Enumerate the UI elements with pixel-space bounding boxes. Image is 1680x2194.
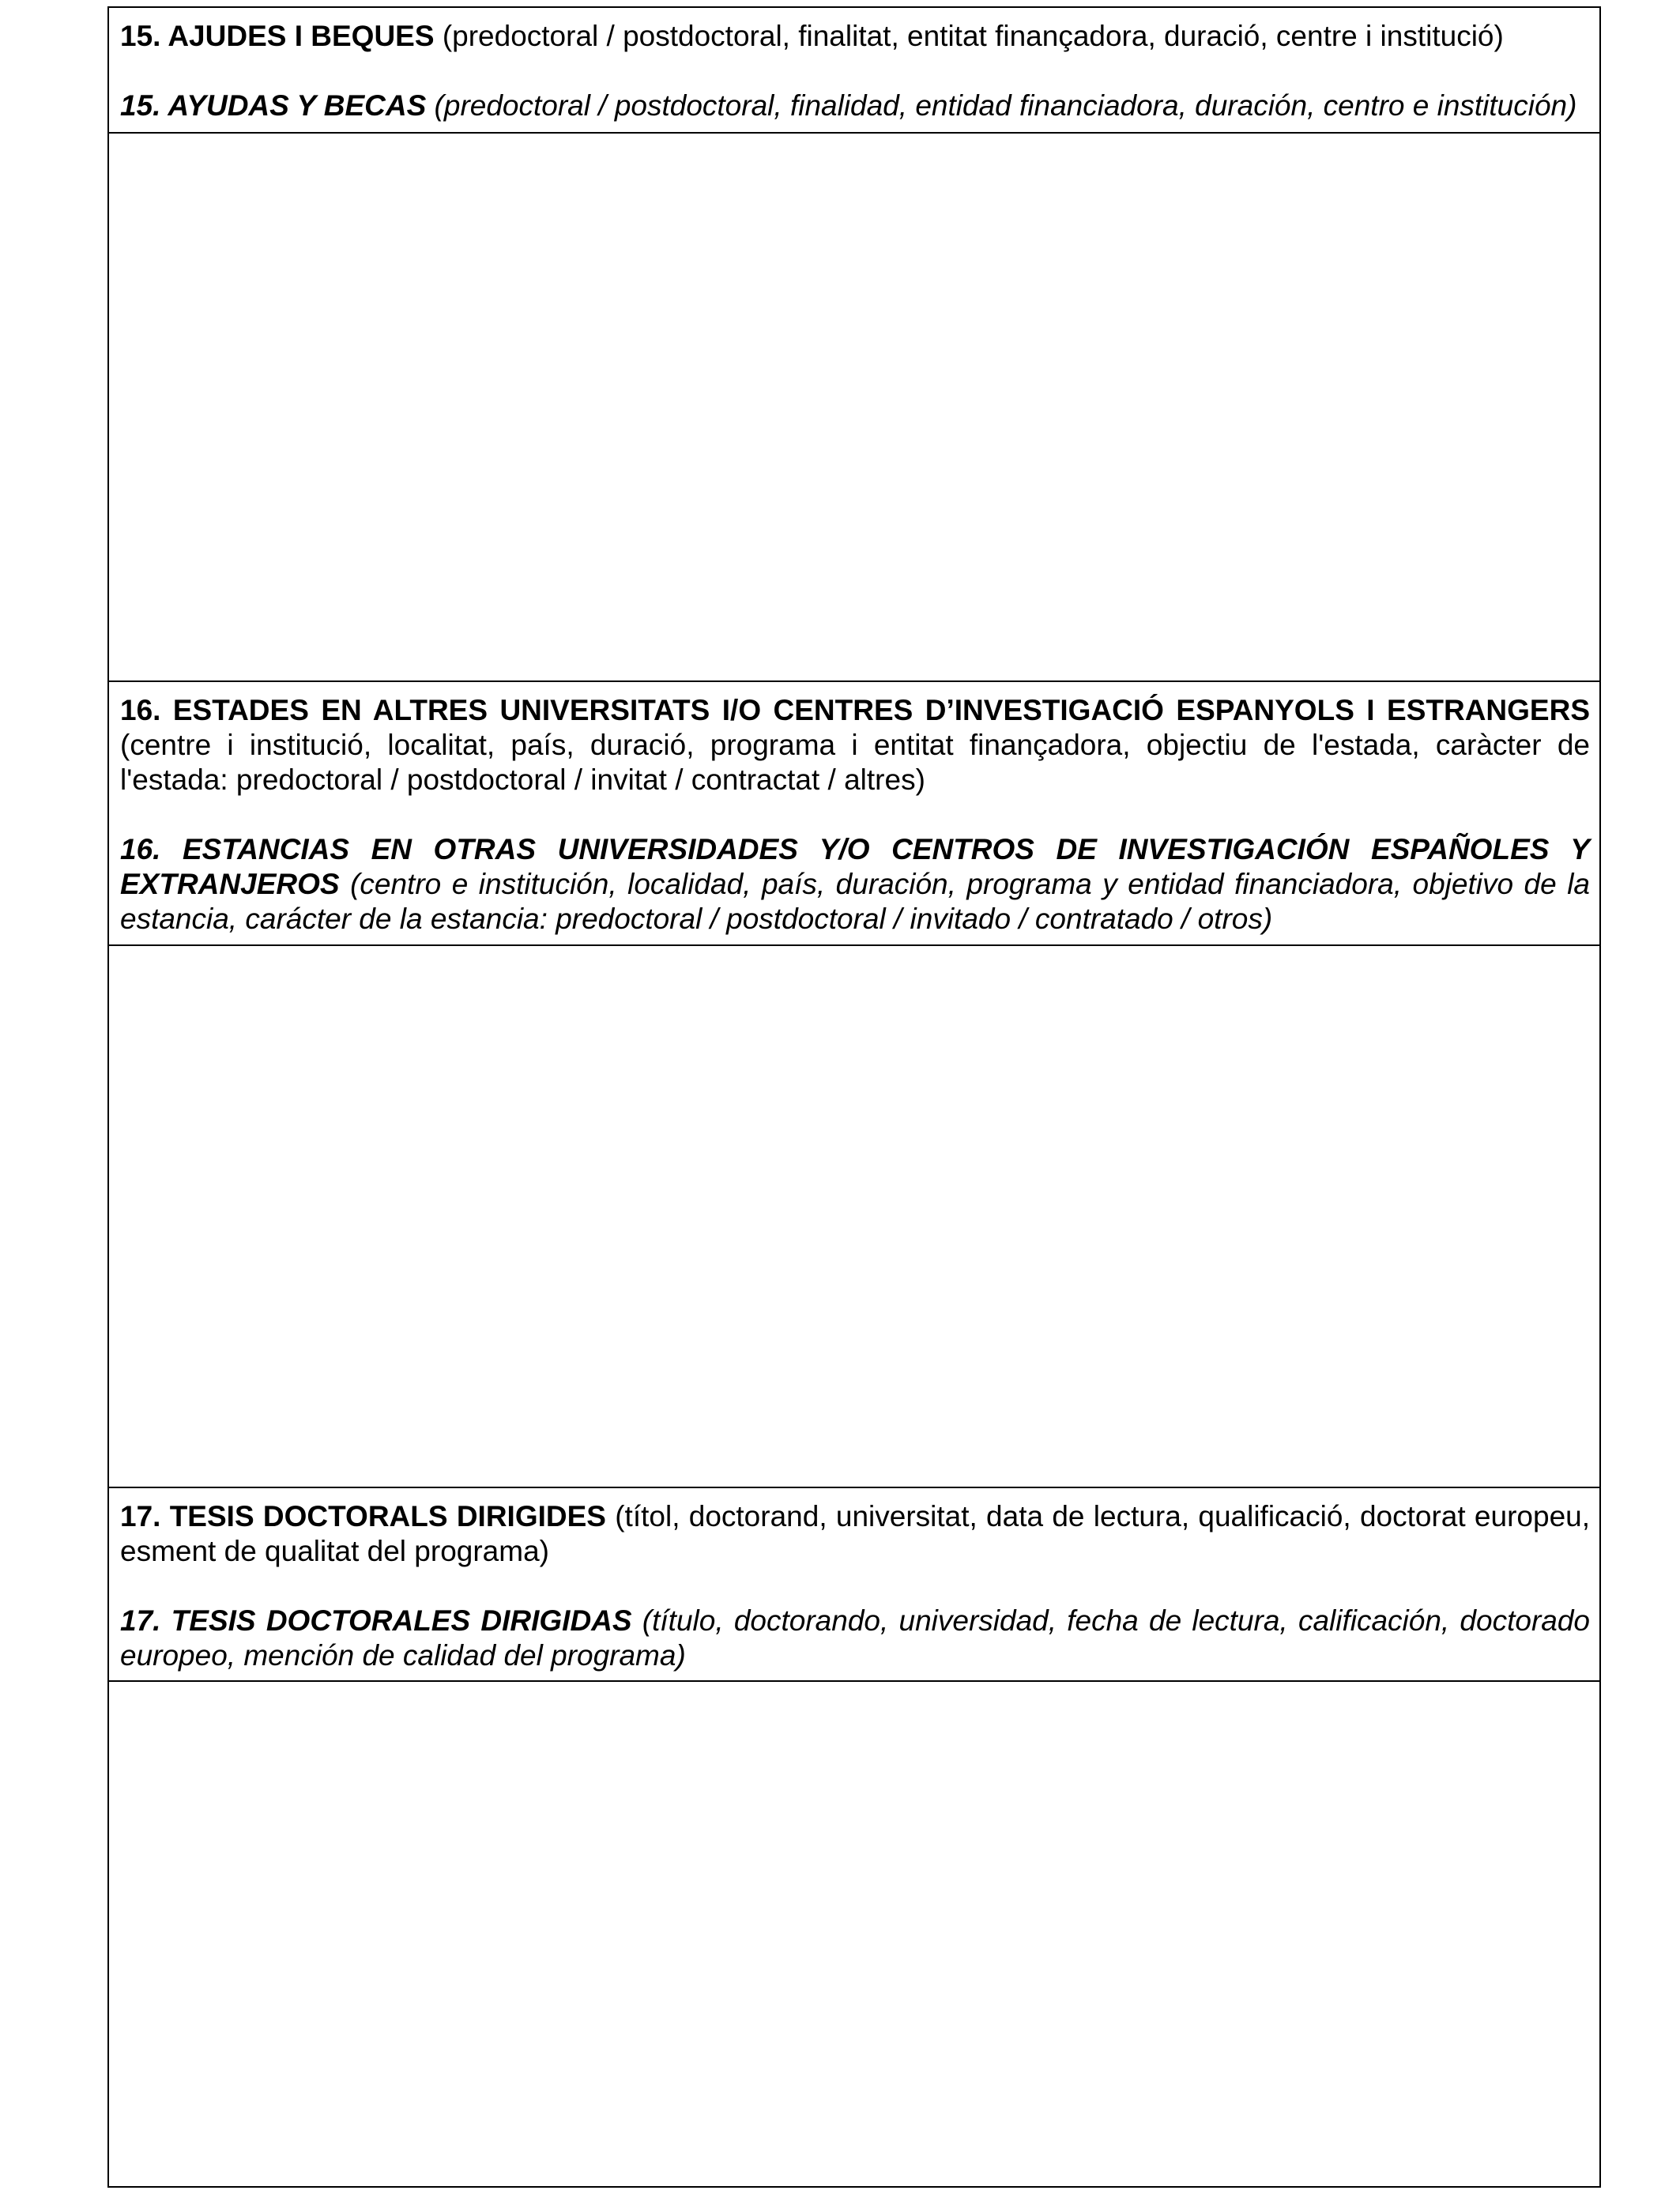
section-16-spanish [120,832,1590,937]
section-15-title-ca: 15. AJUDES I BEQUES [120,20,435,52]
section-16-header [109,680,1599,944]
section-16-title-ca: 16. ESTADES EN ALTRES UNIVERSITATS I/O CENTRES D’INVESTIGACIÓ ESPANYOLS I ESTRANGERS [120,694,1590,726]
section-17-title-es: 17. TESIS DOCTORALES DIRIGIDAS [120,1604,632,1637]
section-16-catalan [120,693,1590,797]
section-15-title-es: 15. AYUDAS Y BECAS [120,89,427,122]
section-17-desc-es: (título, doctorando, universidad, fecha de lectura, calificación, doctorado europeo, mención de calidad del programa) [120,1604,1590,1672]
section-16-title-es: 16. ESTANCIAS EN OTRAS UNIVERSIDADES Y/O CENTROS DE INVESTIGACIÓN ESPAÑOLES Y EXTRANJEROS [120,833,1590,900]
section-17-header [109,1487,1599,1680]
section-16-desc-ca: (centre i institució, localitat, país, duració, programa i entitat finançadora, objectiu de l'estada, caràcter de l'estada: predoctoral / postdoctoral / invitat / contractat / altres) [120,729,1590,796]
section-17-desc-ca: (títol, doctorand, universitat, data de lectura, qualificació, doctorat europeu, esment de qualitat del programa) [120,1500,1591,1567]
section-17-catalan [120,1499,1590,1569]
section-15-catalan [120,19,1590,54]
section-16-desc-es: (centro e institución, localidad, país, duración, programa y entidad financiadora, objetivo de la estancia, carácter de la estancia: predoctoral / postdoctoral / invitado / contratado / otros) [120,868,1590,935]
section-17-spanish [120,1604,1590,1673]
section-15-desc-es: (predoctoral / postdoctoral, finalidad, entidad financiadora, duración, centro e institución) [426,89,1577,122]
section-17-answer-field[interactable] [109,1680,1599,2186]
section-15-header [109,8,1599,132]
section-15-desc-ca: (predoctoral / postdoctoral, finalitat, entitat finançadora, duració, centre i institució) [434,20,1504,52]
cv-form-table [107,6,1601,2188]
section-15-spanish [120,89,1590,123]
section-17-title-ca: 17. TESIS DOCTORALS DIRIGIDES [120,1500,606,1532]
section-15-answer-field[interactable] [109,132,1599,680]
section-16-answer-field[interactable] [109,944,1599,1487]
